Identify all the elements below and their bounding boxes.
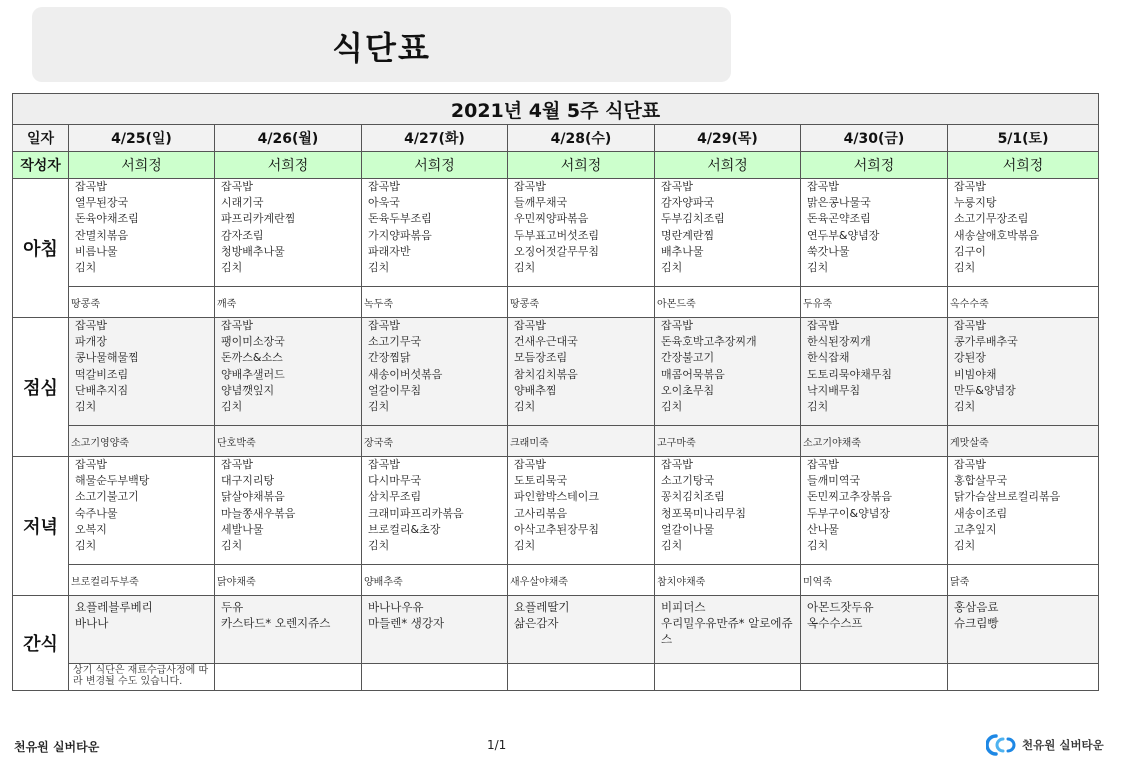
day-author: 서희정 bbox=[948, 152, 1099, 179]
menu-item: 돈육곤약조림 bbox=[807, 212, 871, 226]
menu-item: 세발나물 bbox=[221, 522, 264, 536]
menu-item: 두부표고버섯조림 bbox=[514, 228, 600, 242]
dinner-porridge: 참치야채죽 bbox=[657, 576, 706, 588]
lunch-menu-list bbox=[362, 318, 507, 415]
menu-change-note: 상기 식단은 재료수급사정에 따라 변경될 수도 있습니다. bbox=[73, 665, 209, 687]
snack-menu-cell bbox=[215, 596, 362, 664]
dinner-menu-cell bbox=[508, 457, 655, 565]
day-author: 서희정 bbox=[655, 152, 801, 179]
menu-item: 한식된장찌개 bbox=[807, 335, 871, 349]
menu-item: 김치 bbox=[75, 261, 97, 275]
lunch-porridge-cell bbox=[69, 426, 215, 457]
day-header-date: 4/30(금) bbox=[801, 125, 948, 152]
note-cell bbox=[362, 664, 508, 691]
menu-item: 두부구이&양념장 bbox=[807, 506, 890, 520]
breakfast-porridge: 땅콩죽 bbox=[71, 298, 100, 310]
menu-item: 아욱국 bbox=[368, 196, 400, 210]
menu-item: 두부김치조림 bbox=[661, 212, 725, 226]
snack-menu-cell bbox=[69, 596, 215, 664]
breakfast-menu-list bbox=[69, 179, 214, 276]
menu-item: 낙지배무침 bbox=[807, 383, 861, 397]
lunch-porridge-cell bbox=[801, 426, 948, 457]
menu-item: 간장찜닭 bbox=[368, 351, 411, 365]
menu-item: 모듬장조림 bbox=[514, 351, 568, 365]
menu-item: 잡곡밥 bbox=[368, 458, 400, 471]
menu-item: 홍삼음료 bbox=[954, 600, 999, 614]
dinner-porridge-cell bbox=[508, 565, 655, 596]
menu-item: 마들렌* 생강자 bbox=[368, 616, 445, 630]
date-label: 일자 bbox=[13, 125, 69, 152]
lunch-porridge: 고구마죽 bbox=[657, 437, 696, 449]
lunch-porridge: 소고기영양죽 bbox=[71, 437, 129, 449]
menu-item: 옥수수스프 bbox=[807, 616, 863, 630]
day-header-date: 5/1(토) bbox=[948, 125, 1099, 152]
menu-item: 잡곡밥 bbox=[661, 458, 693, 471]
menu-item: 김치 bbox=[954, 400, 976, 414]
lunch-menu-list bbox=[69, 318, 214, 415]
dinner-menu-list bbox=[948, 457, 1098, 554]
menu-item: 파개장 bbox=[75, 335, 107, 349]
footer-organization: 천유원 실버타운 bbox=[14, 740, 100, 754]
logo-text: 천유원 실버타운 bbox=[1022, 738, 1104, 752]
snack-menu-cell bbox=[655, 596, 801, 664]
menu-item: 소고기탕국 bbox=[661, 474, 715, 488]
note-cell bbox=[655, 664, 801, 691]
breakfast-porridge-cell bbox=[362, 287, 508, 318]
menu-item: 비빔야채 bbox=[954, 367, 997, 381]
menu-item: 양배추샐러드 bbox=[221, 367, 285, 381]
dinner-porridge-cell bbox=[801, 565, 948, 596]
menu-item: 비름나물 bbox=[75, 244, 118, 258]
menu-item: 요플레블루베리 bbox=[75, 600, 153, 614]
menu-item: 팽이미소장국 bbox=[221, 335, 285, 349]
menu-item: 돈민찌고추장볶음 bbox=[807, 490, 893, 504]
menu-item: 숙주나물 bbox=[75, 506, 118, 520]
menu-item: 오이초무침 bbox=[661, 383, 715, 397]
menu-item: 꽁치김치조림 bbox=[661, 490, 725, 504]
breakfast-menu-cell bbox=[948, 179, 1099, 287]
menu-item: 잡곡밥 bbox=[954, 319, 986, 332]
breakfast-menu-cell bbox=[801, 179, 948, 287]
menu-item: 매콤어묵볶음 bbox=[661, 367, 725, 381]
breakfast-menu-list bbox=[655, 179, 800, 276]
day-header-date: 4/27(화) bbox=[362, 125, 508, 152]
dinner-menu-list bbox=[801, 457, 947, 554]
menu-item: 바나나우유 bbox=[368, 600, 424, 614]
dinner-porridge-cell bbox=[362, 565, 508, 596]
breakfast-menu-list bbox=[948, 179, 1098, 276]
menu-item: 콩가루배추국 bbox=[954, 335, 1018, 349]
menu-item: 도토리묵국 bbox=[514, 474, 568, 488]
menu-item: 돈육야채조림 bbox=[75, 212, 139, 226]
dinner-menu-list bbox=[508, 457, 654, 554]
breakfast-porridge: 두유죽 bbox=[803, 298, 832, 310]
menu-item: 잡곡밥 bbox=[75, 458, 107, 471]
day-author: 서희정 bbox=[801, 152, 948, 179]
menu-item: 쑥갓나물 bbox=[807, 244, 850, 258]
menu-item: 김치 bbox=[514, 400, 536, 414]
menu-item: 크래미파프리카볶음 bbox=[368, 506, 464, 520]
menu-item: 김치 bbox=[75, 539, 97, 553]
dinner-menu-cell bbox=[655, 457, 801, 565]
menu-item: 김치 bbox=[661, 539, 683, 553]
menu-item: 산나물 bbox=[807, 522, 839, 536]
lunch-menu-cell bbox=[801, 318, 948, 426]
menu-item: 양배추찜 bbox=[514, 383, 557, 397]
dinner-porridge-cell bbox=[69, 565, 215, 596]
breakfast-porridge-cell bbox=[948, 287, 1099, 318]
menu-item: 양념깻잎지 bbox=[221, 383, 275, 397]
breakfast-porridge-cell bbox=[508, 287, 655, 318]
menu-item: 소고기무장조림 bbox=[954, 212, 1029, 226]
menu-item: 청포묵미나리무침 bbox=[661, 506, 747, 520]
dinner-menu-list bbox=[655, 457, 800, 554]
lunch-menu-cell bbox=[948, 318, 1099, 426]
menu-item: 잡곡밥 bbox=[661, 180, 693, 193]
dinner-menu-cell bbox=[69, 457, 215, 565]
menu-item: 잡곡밥 bbox=[661, 319, 693, 332]
menu-item: 소고기불고기 bbox=[75, 490, 139, 504]
page-title-box bbox=[32, 7, 731, 82]
lunch-porridge-cell bbox=[948, 426, 1099, 457]
lunch-menu-cell bbox=[362, 318, 508, 426]
menu-item: 만두&양념장 bbox=[954, 383, 1016, 397]
author-label: 작성자 bbox=[13, 152, 69, 179]
day-header-date: 4/29(목) bbox=[655, 125, 801, 152]
snack-menu-list bbox=[69, 596, 214, 631]
menu-item: 얼갈이나물 bbox=[661, 522, 715, 536]
breakfast-porridge: 아몬드죽 bbox=[657, 298, 696, 310]
menu-item: 잡곡밥 bbox=[807, 319, 839, 332]
snack-menu-list bbox=[655, 596, 800, 647]
menu-item: 슈크림빵 bbox=[954, 616, 999, 630]
menu-item: 잡곡밥 bbox=[514, 319, 546, 332]
lunch-menu-list bbox=[215, 318, 361, 415]
snack-menu-list bbox=[801, 596, 947, 631]
dinner-porridge: 양배추죽 bbox=[364, 576, 403, 588]
snack-menu-cell bbox=[801, 596, 948, 664]
lunch-menu-cell bbox=[655, 318, 801, 426]
menu-item: 오복지 bbox=[75, 522, 107, 536]
menu-item: 잔멸치볶음 bbox=[75, 228, 129, 242]
menu-item: 김치 bbox=[221, 261, 243, 275]
dinner-porridge: 브로컬리두부죽 bbox=[71, 576, 139, 588]
dinner-porridge: 닭야채죽 bbox=[217, 576, 256, 588]
menu-item: 잡곡밥 bbox=[514, 458, 546, 471]
menu-item: 김치 bbox=[368, 261, 390, 275]
breakfast-menu-list bbox=[801, 179, 947, 276]
menu-item: 단배추지짐 bbox=[75, 383, 129, 397]
menu-item: 홍합살무국 bbox=[954, 474, 1008, 488]
menu-item: 삶은감자 bbox=[514, 616, 559, 630]
menu-item: 강된장 bbox=[954, 351, 986, 365]
breakfast-porridge-cell bbox=[69, 287, 215, 318]
menu-item: 잡곡밥 bbox=[75, 319, 107, 332]
note-cell bbox=[215, 664, 362, 691]
menu-item: 돈육호박고추장찌개 bbox=[661, 335, 757, 349]
menu-item: 고사리볶음 bbox=[514, 506, 568, 520]
dinner-menu-cell bbox=[801, 457, 948, 565]
menu-item: 삼치무조림 bbox=[368, 490, 422, 504]
menu-item: 우민찌양파볶음 bbox=[514, 212, 589, 226]
lunch-porridge: 장국죽 bbox=[364, 437, 393, 449]
lunch-menu-list bbox=[948, 318, 1098, 415]
dinner-menu-cell bbox=[948, 457, 1099, 565]
breakfast-porridge-cell bbox=[215, 287, 362, 318]
dinner-menu-list bbox=[215, 457, 361, 554]
lunch-porridge: 소고기야채죽 bbox=[803, 437, 861, 449]
page-number: 1/1 bbox=[487, 738, 507, 752]
menu-item: 잡곡밥 bbox=[221, 319, 253, 332]
menu-item: 잡곡밥 bbox=[221, 458, 253, 471]
breakfast-menu-cell bbox=[69, 179, 215, 287]
menu-item: 김치 bbox=[807, 539, 829, 553]
menu-item: 청방배추나물 bbox=[221, 244, 285, 258]
snack-menu-cell bbox=[362, 596, 508, 664]
breakfast-menu-list bbox=[215, 179, 361, 276]
day-author: 서희정 bbox=[215, 152, 362, 179]
menu-item: 감자양파국 bbox=[661, 196, 715, 210]
dinner-porridge: 닭죽 bbox=[950, 576, 970, 588]
breakfast-menu-cell bbox=[362, 179, 508, 287]
menu-item: 파인함박스테이크 bbox=[514, 490, 600, 504]
lunch-menu-cell bbox=[69, 318, 215, 426]
snack-menu-cell bbox=[508, 596, 655, 664]
menu-item: 맑은콩나물국 bbox=[807, 196, 871, 210]
lunch-label: 점심 bbox=[13, 318, 69, 457]
menu-item: 해물순두부백탕 bbox=[75, 474, 150, 488]
menu-item: 두유 bbox=[221, 600, 244, 614]
menu-item: 시래기국 bbox=[221, 196, 264, 210]
snack-menu-list bbox=[948, 596, 1098, 631]
menu-item: 바나나 bbox=[75, 616, 109, 630]
menu-item: 카스타드* 오렌지쥬스 bbox=[221, 616, 331, 630]
breakfast-porridge-cell bbox=[655, 287, 801, 318]
dinner-porridge-cell bbox=[655, 565, 801, 596]
menu-item: 다시마무국 bbox=[368, 474, 422, 488]
note-cell bbox=[801, 664, 948, 691]
breakfast-menu-list bbox=[508, 179, 654, 276]
menu-item: 고추잎지 bbox=[954, 522, 997, 536]
menu-item: 잡곡밥 bbox=[75, 180, 107, 193]
menu-item: 소고기무국 bbox=[368, 335, 422, 349]
day-author: 서희정 bbox=[508, 152, 655, 179]
menu-item: 잡곡밥 bbox=[221, 180, 253, 193]
breakfast-label: 아침 bbox=[13, 179, 69, 318]
menu-item: 우리밀우유만쥬* 알로에쥬스 bbox=[661, 616, 793, 646]
menu-item: 아몬드잣두유 bbox=[807, 600, 874, 614]
day-header-date: 4/28(수) bbox=[508, 125, 655, 152]
menu-item: 간장불고기 bbox=[661, 351, 715, 365]
menu-item: 잡곡밥 bbox=[954, 458, 986, 471]
menu-item: 닭살야채볶음 bbox=[221, 490, 285, 504]
menu-item: 김치 bbox=[221, 400, 243, 414]
dinner-porridge-cell bbox=[948, 565, 1099, 596]
menu-item: 연두부&양념장 bbox=[807, 228, 880, 242]
dinner-menu-cell bbox=[215, 457, 362, 565]
breakfast-menu-list bbox=[362, 179, 507, 276]
footer-logo bbox=[986, 733, 1104, 757]
snack-menu-list bbox=[508, 596, 654, 631]
breakfast-porridge: 땅콩죽 bbox=[510, 298, 539, 310]
menu-item: 김치 bbox=[954, 539, 976, 553]
menu-item: 누룽지탕 bbox=[954, 196, 997, 210]
day-header-date: 4/25(일) bbox=[69, 125, 215, 152]
menu-item: 얼갈이무침 bbox=[368, 383, 422, 397]
lunch-porridge-cell bbox=[508, 426, 655, 457]
menu-item: 열무된장국 bbox=[75, 196, 129, 210]
lunch-menu-list bbox=[655, 318, 800, 415]
dinner-menu-list bbox=[69, 457, 214, 554]
menu-item: 아삭고추된장무침 bbox=[514, 522, 600, 536]
menu-item: 건새우근대국 bbox=[514, 335, 578, 349]
breakfast-porridge: 깨죽 bbox=[217, 298, 237, 310]
note-cell bbox=[69, 664, 215, 691]
menu-item: 새송이조림 bbox=[954, 506, 1008, 520]
menu-item: 새송살애호박볶음 bbox=[954, 228, 1040, 242]
lunch-menu-list bbox=[801, 318, 947, 415]
menu-item: 김치 bbox=[807, 400, 829, 414]
breakfast-menu-cell bbox=[215, 179, 362, 287]
menu-table bbox=[12, 93, 1099, 691]
menu-item: 대구지리탕 bbox=[221, 474, 275, 488]
menu-item: 김치 bbox=[514, 261, 536, 275]
day-header-date: 4/26(월) bbox=[215, 125, 362, 152]
menu-item: 콩나물해물찜 bbox=[75, 351, 139, 365]
menu-item: 김치 bbox=[807, 261, 829, 275]
breakfast-porridge-cell bbox=[801, 287, 948, 318]
menu-item: 가지양파볶음 bbox=[368, 228, 432, 242]
lunch-porridge-cell bbox=[362, 426, 508, 457]
logo-icon bbox=[986, 733, 1020, 757]
breakfast-menu-cell bbox=[655, 179, 801, 287]
menu-item: 잡곡밥 bbox=[807, 458, 839, 471]
lunch-porridge: 크래미죽 bbox=[510, 437, 549, 449]
menu-item: 감자조림 bbox=[221, 228, 264, 242]
menu-item: 배추나물 bbox=[661, 244, 704, 258]
menu-item: 들깨미역국 bbox=[807, 474, 861, 488]
menu-item: 돈육두부조림 bbox=[368, 212, 432, 226]
dinner-porridge-cell bbox=[215, 565, 362, 596]
menu-item: 도토리묵야채무침 bbox=[807, 367, 893, 381]
note-cell bbox=[948, 664, 1099, 691]
menu-item: 오징어젓갈무무침 bbox=[514, 244, 600, 258]
menu-item: 요플레딸기 bbox=[514, 600, 570, 614]
menu-item: 김치 bbox=[221, 539, 243, 553]
dinner-porridge: 새우살야채죽 bbox=[510, 576, 568, 588]
menu-item: 김치 bbox=[514, 539, 536, 553]
menu-item: 마늘쫑새우볶음 bbox=[221, 506, 296, 520]
menu-item: 파래자반 bbox=[368, 244, 411, 258]
note-cell bbox=[508, 664, 655, 691]
menu-item: 한식잡채 bbox=[807, 351, 850, 365]
menu-item: 김치 bbox=[368, 539, 390, 553]
breakfast-porridge: 옥수수죽 bbox=[950, 298, 989, 310]
menu-item: 새송이버섯볶음 bbox=[368, 367, 443, 381]
day-author: 서희정 bbox=[362, 152, 508, 179]
snack-menu-list bbox=[215, 596, 361, 631]
dinner-menu-cell bbox=[362, 457, 508, 565]
menu-item: 잡곡밥 bbox=[954, 180, 986, 193]
lunch-menu-list bbox=[508, 318, 654, 415]
menu-item: 돈까스&소스 bbox=[221, 351, 283, 365]
menu-item: 잡곡밥 bbox=[807, 180, 839, 193]
menu-item: 김치 bbox=[661, 400, 683, 414]
dinner-menu-list bbox=[362, 457, 507, 554]
dinner-label: 저녁 bbox=[13, 457, 69, 596]
snack-menu-cell bbox=[948, 596, 1099, 664]
menu-item: 잡곡밥 bbox=[368, 319, 400, 332]
breakfast-menu-cell bbox=[508, 179, 655, 287]
menu-item: 들깨무채국 bbox=[514, 196, 568, 210]
menu-item: 떡갈비조림 bbox=[75, 367, 129, 381]
lunch-porridge-cell bbox=[215, 426, 362, 457]
menu-item: 명란계란찜 bbox=[661, 228, 715, 242]
menu-item: 김치 bbox=[75, 400, 97, 414]
menu-item: 브로컬리&초장 bbox=[368, 522, 441, 536]
menu-item: 김치 bbox=[954, 261, 976, 275]
table-title: 2021년 4월 5주 식단표 bbox=[13, 94, 1099, 125]
dinner-porridge: 미역죽 bbox=[803, 576, 832, 588]
day-author: 서희정 bbox=[69, 152, 215, 179]
menu-item: 김치 bbox=[368, 400, 390, 414]
lunch-menu-cell bbox=[508, 318, 655, 426]
lunch-porridge: 단호박죽 bbox=[217, 437, 256, 449]
snack-label: 간식 bbox=[13, 596, 69, 691]
menu-item: 참치김치볶음 bbox=[514, 367, 578, 381]
snack-menu-list bbox=[362, 596, 507, 631]
menu-item: 잡곡밥 bbox=[514, 180, 546, 193]
lunch-menu-cell bbox=[215, 318, 362, 426]
menu-item: 김구이 bbox=[954, 244, 986, 258]
page-title: 식단표 bbox=[332, 29, 431, 67]
lunch-porridge-cell bbox=[655, 426, 801, 457]
menu-item: 잡곡밥 bbox=[368, 180, 400, 193]
menu-item: 파프리카계란찜 bbox=[221, 212, 296, 226]
menu-item: 비피더스 bbox=[661, 600, 706, 614]
menu-item: 김치 bbox=[661, 261, 683, 275]
menu-item: 닭가슴살브로컬리볶음 bbox=[954, 490, 1061, 504]
lunch-porridge: 게맛살죽 bbox=[950, 437, 989, 449]
breakfast-porridge: 녹두죽 bbox=[364, 298, 393, 310]
